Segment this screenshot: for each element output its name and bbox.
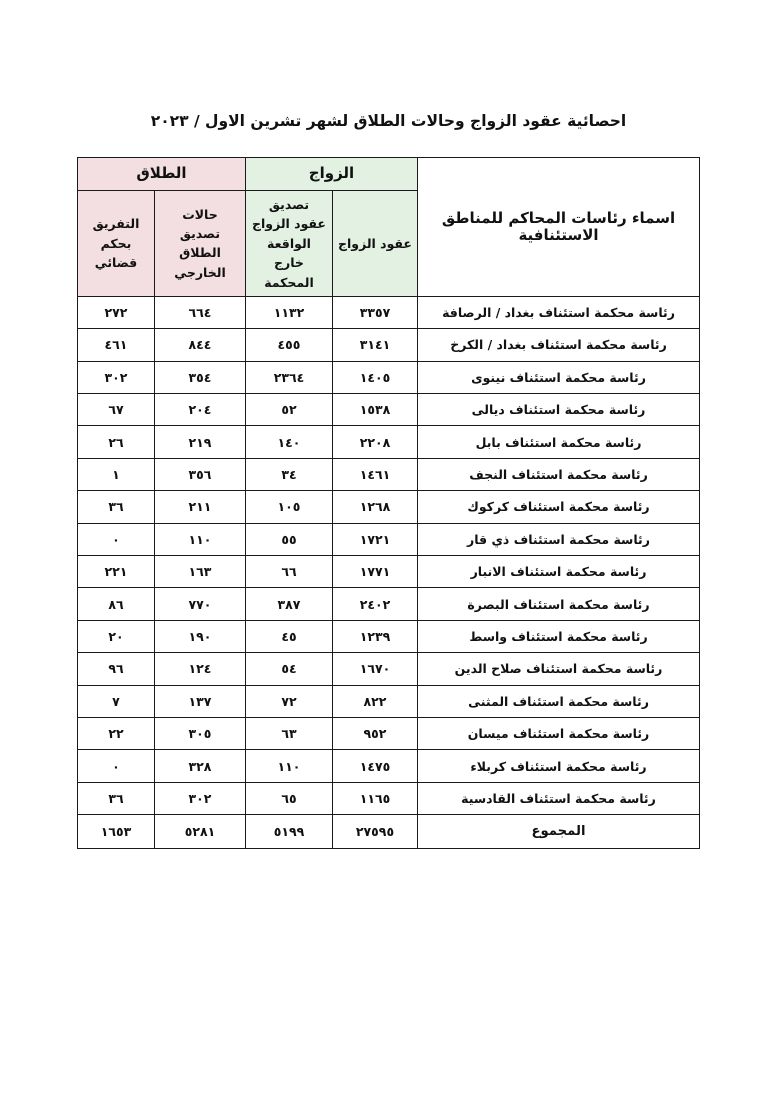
table-row bbox=[77, 685, 699, 717]
cell-total-external-divorce-ratification: ٥٢٨١ bbox=[154, 815, 245, 849]
column-header-marriage-contracts: عقود الزواج bbox=[333, 191, 418, 297]
cell-marriage-contracts: ١٤٧٥ bbox=[333, 750, 418, 782]
cell-court-name: رئاسة محكمة استئناف ديالى bbox=[418, 394, 700, 426]
cell-court-name: رئاسة محكمة استئناف البصرة bbox=[418, 588, 700, 620]
cell-external-divorce-ratification: ١٩٠ bbox=[154, 620, 245, 652]
cell-judicial-separation: ٠ bbox=[77, 750, 154, 782]
cell-marriage-outside-court: ٢٣٦٤ bbox=[245, 361, 332, 393]
cell-external-divorce-ratification: ٣٥٤ bbox=[154, 361, 245, 393]
group-header-marriage: الزواج bbox=[245, 158, 417, 191]
cell-judicial-separation: ٩٦ bbox=[77, 653, 154, 685]
table-row bbox=[77, 394, 699, 426]
cell-total-label: المجموع bbox=[418, 815, 700, 849]
page-title: احصائية عقود الزواج وحالات الطلاق لشهر تشرين الاول / ٢٠٢٣ bbox=[150, 112, 627, 130]
cell-court-name: رئاسة محكمة استئناف صلاح الدين bbox=[418, 653, 700, 685]
cell-marriage-contracts: ٢٤٠٢ bbox=[333, 588, 418, 620]
column-header-court-name: اسماء رئاسات المحاكم للمناطق الاستئنافية bbox=[418, 158, 700, 297]
cell-court-name: رئاسة محكمة استئناف نينوى bbox=[418, 361, 700, 393]
table-row bbox=[77, 620, 699, 652]
table-header bbox=[77, 158, 699, 297]
cell-marriage-outside-court: ٤٥٥ bbox=[245, 329, 332, 361]
cell-marriage-contracts: ٨٢٢ bbox=[333, 685, 418, 717]
table-row bbox=[77, 556, 699, 588]
cell-judicial-separation: ٤٦١ bbox=[77, 329, 154, 361]
cell-external-divorce-ratification: ٣٠٢ bbox=[154, 782, 245, 814]
cell-external-divorce-ratification: ٨٤٤ bbox=[154, 329, 245, 361]
cell-marriage-contracts: ١٥٣٨ bbox=[333, 394, 418, 426]
table-row bbox=[77, 588, 699, 620]
cell-court-name: رئاسة محكمة استئناف النجف bbox=[418, 458, 700, 490]
table-row bbox=[77, 782, 699, 814]
cell-judicial-separation: ١ bbox=[77, 458, 154, 490]
cell-marriage-contracts: ٣٣٥٧ bbox=[333, 296, 418, 328]
cell-court-name: رئاسة محكمة استئناف المثنى bbox=[418, 685, 700, 717]
cell-court-name: رئاسة محكمة استئناف ميسان bbox=[418, 717, 700, 749]
cell-marriage-contracts: ١٤٠٥ bbox=[333, 361, 418, 393]
cell-marriage-outside-court: ٥٢ bbox=[245, 394, 332, 426]
cell-court-name: رئاسة محكمة استئناف كربلاء bbox=[418, 750, 700, 782]
table-row bbox=[77, 426, 699, 458]
cell-external-divorce-ratification: ٦٦٤ bbox=[154, 296, 245, 328]
cell-marriage-outside-court: ٧٢ bbox=[245, 685, 332, 717]
cell-marriage-outside-court: ٦٦ bbox=[245, 556, 332, 588]
statistics-table-container bbox=[78, 157, 700, 849]
cell-court-name: رئاسة محكمة استئناف بابل bbox=[418, 426, 700, 458]
cell-judicial-separation: ٢٧٢ bbox=[77, 296, 154, 328]
cell-total-marriage-contracts: ٢٧٥٩٥ bbox=[333, 815, 418, 849]
cell-marriage-outside-court: ٣٨٧ bbox=[245, 588, 332, 620]
cell-total-judicial-separation: ١٦٥٣ bbox=[77, 815, 154, 849]
cell-marriage-contracts: ٩٥٢ bbox=[333, 717, 418, 749]
cell-marriage-contracts: ١٧٢١ bbox=[333, 523, 418, 555]
table-row bbox=[77, 750, 699, 782]
cell-court-name: رئاسة محكمة استئناف واسط bbox=[418, 620, 700, 652]
cell-judicial-separation: ٦٧ bbox=[77, 394, 154, 426]
cell-marriage-outside-court: ١١٣٢ bbox=[245, 296, 332, 328]
cell-external-divorce-ratification: ٢١١ bbox=[154, 491, 245, 523]
cell-judicial-separation: ٧ bbox=[77, 685, 154, 717]
cell-external-divorce-ratification: ٧٧٠ bbox=[154, 588, 245, 620]
cell-marriage-contracts: ١٤٦١ bbox=[333, 458, 418, 490]
cell-judicial-separation: ٠ bbox=[77, 523, 154, 555]
cell-marriage-outside-court: ١٤٠ bbox=[245, 426, 332, 458]
cell-external-divorce-ratification: ١١٠ bbox=[154, 523, 245, 555]
cell-court-name: رئاسة محكمة استئناف بغداد / الرصافة bbox=[418, 296, 700, 328]
cell-external-divorce-ratification: ٣٥٦ bbox=[154, 458, 245, 490]
group-header-divorce: الطلاق bbox=[77, 158, 245, 191]
cell-judicial-separation: ٣٠٢ bbox=[77, 361, 154, 393]
table-row bbox=[77, 458, 699, 490]
cell-marriage-outside-court: ٥٤ bbox=[245, 653, 332, 685]
column-header-marriage-outside-court: تصديق عقود الزواج الواقعة خارج المحكمة bbox=[245, 191, 332, 297]
cell-external-divorce-ratification: ١٢٤ bbox=[154, 653, 245, 685]
cell-judicial-separation: ٣٦ bbox=[77, 782, 154, 814]
statistics-table bbox=[77, 157, 700, 849]
cell-marriage-contracts: ٢٢٠٨ bbox=[333, 426, 418, 458]
cell-total-marriage-outside-court: ٥١٩٩ bbox=[245, 815, 332, 849]
cell-marriage-outside-court: ١١٠ bbox=[245, 750, 332, 782]
table-group-header-row bbox=[77, 158, 699, 191]
cell-judicial-separation: ٢٠ bbox=[77, 620, 154, 652]
cell-judicial-separation: ٢٢١ bbox=[77, 556, 154, 588]
cell-court-name: رئاسة محكمة استئناف بغداد / الكرخ bbox=[418, 329, 700, 361]
table-row bbox=[77, 523, 699, 555]
cell-marriage-contracts: ١٧٧١ bbox=[333, 556, 418, 588]
cell-marriage-contracts: ١٦٧٠ bbox=[333, 653, 418, 685]
cell-external-divorce-ratification: ٢٠٤ bbox=[154, 394, 245, 426]
cell-marriage-contracts: ٣١٤١ bbox=[333, 329, 418, 361]
table-row bbox=[77, 491, 699, 523]
table-row bbox=[77, 361, 699, 393]
cell-marriage-contracts: ١٢٦٨ bbox=[333, 491, 418, 523]
cell-judicial-separation: ٣٦ bbox=[77, 491, 154, 523]
table-row bbox=[77, 296, 699, 328]
cell-court-name: رئاسة محكمة استئناف القادسية bbox=[418, 782, 700, 814]
table-row bbox=[77, 653, 699, 685]
cell-marriage-outside-court: ٣٤ bbox=[245, 458, 332, 490]
cell-external-divorce-ratification: ٣٠٥ bbox=[154, 717, 245, 749]
cell-marriage-contracts: ١١٦٥ bbox=[333, 782, 418, 814]
cell-court-name: رئاسة محكمة استئناف كركوك bbox=[418, 491, 700, 523]
cell-marriage-outside-court: ٦٣ bbox=[245, 717, 332, 749]
cell-marriage-outside-court: ١٠٥ bbox=[245, 491, 332, 523]
table-row bbox=[77, 717, 699, 749]
cell-court-name: رئاسة محكمة استئناف ذي قار bbox=[418, 523, 700, 555]
cell-court-name: رئاسة محكمة استئناف الانبار bbox=[418, 556, 700, 588]
column-header-judicial-separation: التفريق بحكم قضائي bbox=[77, 191, 154, 297]
cell-judicial-separation: ٨٦ bbox=[77, 588, 154, 620]
table-total-row bbox=[77, 815, 699, 849]
cell-external-divorce-ratification: ٣٢٨ bbox=[154, 750, 245, 782]
cell-marriage-outside-court: ٦٥ bbox=[245, 782, 332, 814]
cell-external-divorce-ratification: ٢١٩ bbox=[154, 426, 245, 458]
cell-external-divorce-ratification: ١٣٧ bbox=[154, 685, 245, 717]
cell-judicial-separation: ٢٦ bbox=[77, 426, 154, 458]
cell-marriage-contracts: ١٢٣٩ bbox=[333, 620, 418, 652]
cell-marriage-outside-court: ٥٥ bbox=[245, 523, 332, 555]
table-row bbox=[77, 329, 699, 361]
cell-judicial-separation: ٢٢ bbox=[77, 717, 154, 749]
cell-external-divorce-ratification: ١٦٣ bbox=[154, 556, 245, 588]
column-header-external-divorce-ratification: حالات تصديق الطلاق الخارجي bbox=[154, 191, 245, 297]
table-body bbox=[77, 296, 699, 848]
cell-marriage-outside-court: ٤٥ bbox=[245, 620, 332, 652]
